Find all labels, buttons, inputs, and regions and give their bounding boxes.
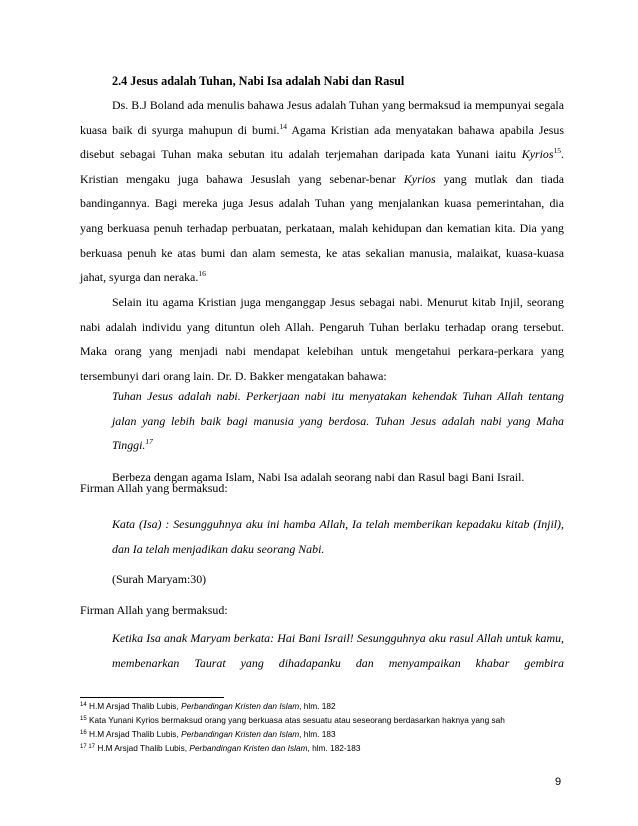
footnote-text: H.M Arsjad Thalib Lubis, <box>86 701 182 711</box>
paragraph-text: Selain itu agama Kristian juga menganggap Jesus sebagai nabi. Menurut kitab Injil, seorang nabi adalah individu yang dituntun oleh Allah. Pengaruh Tuhan berlaku terhadap orang tersebut. Maka orang yang menjadi nabi mendapat kelebihan untuk mengetahui perkara-perkara yang tersembunyi dari orang lain. Dr. D. Bakker mengatakan bahawa: <box>80 295 564 383</box>
footnote-text: H.M Arsjad Thalib Lubis, <box>95 743 190 753</box>
footnote-text: , hlm. 182-183 <box>307 743 361 753</box>
footnote-text: , hlm. 183 <box>299 729 336 739</box>
footnote-title: Perbandingan Kristen dan Islam <box>189 743 308 753</box>
paragraph-text: yang mutlak dan tiada bandingannya. Bagi mereka juga Jesus adalah Tuhan yang menjalankan kuasa pemerintahan, dia yang berkuasa penuh terhadap perbuatan, perkataan, malah kehidupan dan kematian kita. Dia yang berkuasa penuh ke atas bumi dan alam semesta, ke atas sekalian manusia, malaikat, kuasa-kuasa jahat, syurga dan neraka. <box>80 171 564 285</box>
footnote-text: , hlm. 182 <box>299 701 336 711</box>
footnote-item <box>80 741 580 755</box>
footnote-title: Perbandingan Kristen dan Islam <box>181 701 300 711</box>
term-kyrios: Kyrios <box>521 147 554 162</box>
firman-label: Firman Allah yang bermaksud: <box>80 603 228 617</box>
paragraph-text: Ds. B.J Boland ada menulis bahawa Jesus adalah Tuhan yang bermaksud ia mempunyai segala kuasa baik di syurga mahupun di bumi. <box>80 98 564 137</box>
quote-isa <box>112 626 564 675</box>
quote-text: Tuhan Jesus adalah nabi. Perkerjaan nabi itu menyatakan kehendak Tuhan Allah tentang jalan yang lebih baik bagi manusia yang berdosa. Tuhan Jesus adalah nabi yang Maha Tinggi. <box>112 389 564 453</box>
page-number: 9 <box>555 776 562 788</box>
footnote-mark: 17 17 <box>80 744 96 750</box>
footnote-title: Perbandingan Kristen dan Islam <box>181 729 300 739</box>
footnote-ref-15: 15 <box>553 146 562 156</box>
footnote-item <box>80 713 580 727</box>
footnote-divider <box>80 697 224 698</box>
paragraph-prophet <box>80 290 564 388</box>
quote-text: Ketika Isa anak Maryam berkata: Hai Bani Israil! Sesungguhnya aku rasul Allah untuk kamu, membenarkan Taurat yang dihadapanku dan menyampaikan khabar gembira <box>112 631 564 670</box>
term-kyrios: Kyrios <box>403 171 436 186</box>
footnote-ref-17: 17 <box>145 437 153 447</box>
footnote-item <box>80 727 580 741</box>
paragraph-text: . Kristian mengaku juga bahawa Jesuslah yang sebenar-benar <box>80 147 564 186</box>
section-heading: 2.4 Jesus adalah Tuhan, Nabi Isa adalah Nabi dan Rasul <box>112 74 405 88</box>
surah-reference: (Surah Maryam:30) <box>112 572 207 586</box>
quote-maryam <box>112 512 564 561</box>
footnote-text: H.M Arsjad Thalib Lubis, <box>86 729 182 739</box>
footnote-mark: 14 <box>80 702 87 708</box>
quote-bakker <box>112 384 564 458</box>
firman-label: Firman Allah yang bermaksud: <box>80 481 228 495</box>
paragraph-text: Berbeza dengan agama Islam, Nabi Isa adalah seorang nabi dan Rasul bagi Bani Israil. <box>112 470 525 484</box>
paragraph-boland <box>80 93 564 290</box>
footnotes <box>80 699 580 755</box>
footnote-mark: 16 <box>80 730 87 736</box>
footnote-text: Kata Yunani Kyrios bermaksud orang yang berkuasa atas sesuatu atau seseorang berdasarkan haknya yang sah <box>86 715 505 725</box>
paragraph-text: Agama Kristian ada menyatakan bahawa apabila Jesus disebut sebagai Tuhan maka sebutan itu adalah terjemahan daripada kata Yunani iaitu <box>80 122 564 162</box>
footnote-mark: 15 <box>80 716 87 722</box>
footnote-ref-14: 14 <box>279 121 287 131</box>
footnote-item <box>80 699 580 713</box>
quote-text: Kata (Isa) : Sesungguhnya aku ini hamba Allah, Ia telah memberikan kepadaku kitab (Injil), dan Ia telah menjadikan daku seorang Nabi. <box>112 517 564 556</box>
footnote-ref-16: 16 <box>198 269 206 279</box>
